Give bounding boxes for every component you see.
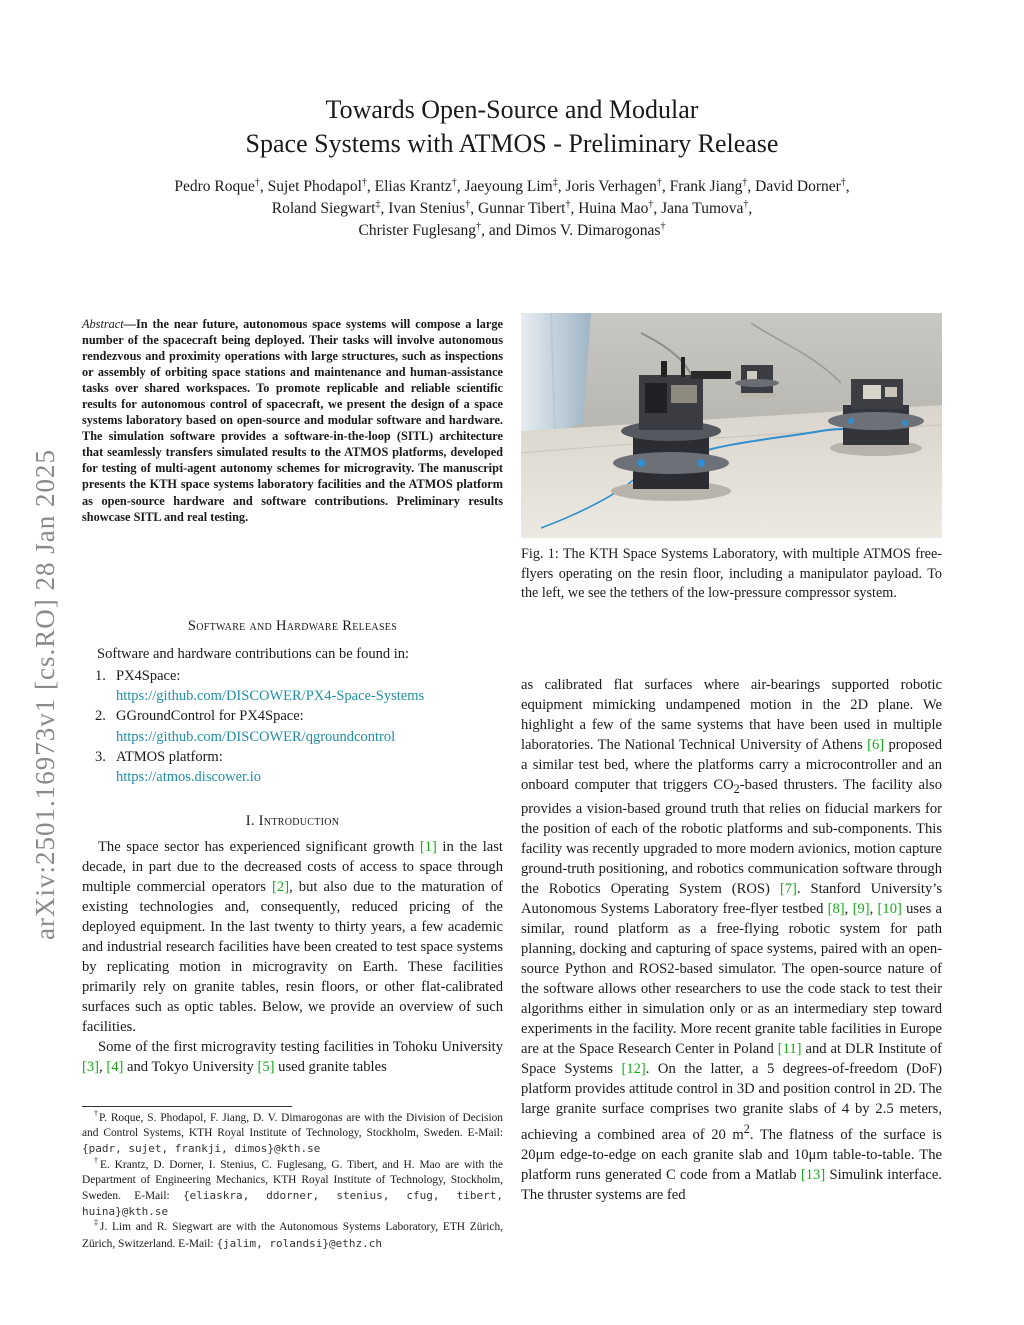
author: Dimos V. Dimarogonas† [515, 220, 666, 239]
releases-intro: Software and hardware contributions can be found in: [97, 646, 410, 662]
footnote-divider [82, 1106, 292, 1107]
citation-link[interactable]: [7] [779, 880, 797, 897]
intro-paragraph-2: Some of the first microgravity testing facilities in Tohoku University [3], [4] and Tokyo University [5] used granite tables [82, 1039, 503, 1075]
author: Elias Krantz†, [374, 176, 465, 195]
author: Jana Tumova†, [661, 198, 753, 217]
citation-link[interactable]: [6] [867, 737, 885, 753]
author: Sujet Phodapol†, [267, 176, 375, 195]
citation-link[interactable]: [8] [827, 900, 845, 917]
author: Christer Fuglesang†, and [358, 220, 516, 239]
footnotes [82, 1111, 503, 1252]
citation-link[interactable]: [10] [877, 900, 902, 917]
release-link-atmos[interactable]: https://atmos.discower.io [116, 769, 261, 786]
author: Frank Jiang†, [669, 176, 756, 195]
release-title: GGroundControl for PX4Space: [116, 708, 304, 725]
footnote: ‡J. Lim and R. Siegwart are with the Autonomous Systems Laboratory, ETH Zürich, Zürich, Switzerland. E-Mail: {jalim, rolandsi}@ethz.ch [82, 1218, 504, 1250]
paper-title [0, 93, 1024, 161]
citation-link[interactable]: [1] [419, 839, 437, 855]
citation-link[interactable]: [3] [82, 1059, 100, 1075]
robot-center [735, 365, 779, 399]
title-line-1: Towards Open-Source and Modular [325, 95, 699, 124]
email: {eliaskra, ddorner, stenius, cfug, tibert, huina}@kth.se [82, 1189, 503, 1219]
title-line-2: Space Systems with ATMOS - Preliminary Release [245, 129, 779, 158]
abstract-text: —In the near future, autonomous space systems will compose a large number of the spacecraft being deployed. Their tasks will involve autonomous rendezvous and proximity operations with large structures, such as inspections or assembly of orbiting space stations and maintenance and human-assistance tasks over shared workspaces. To promote replicable and reliable scientific results for autonomous control of spacecraft, we present the design of a space systems laboratory based on open-source and modular software and hardware. The simulation software provides a software-in-the-loop (SITL) architecture that seamlessly transfers simulated results to the ATMOS platforms, developed for testing of multi-agent autonomy schemes for microgravity. The manuscript presents the KTH space systems laboratory facilities and the ATMOS platform as open-source hardware and software contributions. Preliminary results showcase SITL and real testing. [82, 317, 503, 524]
list-item: 3. ATMOS platform: https://atmos.discower.io [82, 747, 503, 787]
author: Gunnar Tibert†, [478, 198, 579, 217]
arxiv-stamp: arXiv:2501.16973v1 [cs.RO] 28 Jan 2025 [30, 449, 60, 940]
citation-link[interactable]: [13] [800, 1166, 826, 1183]
right-column-body: as calibrated flat surfaces where air-bearings supported robotic equipment mimicking undampened motion in the 2D plane. We highlight a few of the same systems that have been used in multiple laboratories. The National Technical University of Athens [6] proposed a similar test bed, where the platforms carry a microcontroller and an onboard computer that triggers $CO_2$-based thrusters. The facility also provides a vision-based ground truth that relies on fiducial markers for the position of each of the robotic platforms and sub-components. This facility was recently upgraded to more modern avionics, motion capture ground-truth positioning, and robotics communication software through the Robotics Operating System (ROS) [7]. Stanford University’s Autonomous Systems Laboratory free-flyer testbed [8], [9], [10] uses a similar, round platform as a free-flying robotic system for path planning, docking and capturing of space systems, paired with an open-source Python and ROS2-based simulator. The open-source nature of the software allows other researchers to use the code stack to test their algorithms either in simulation only or as an intermediary step toward experiments in the facility. More recent granite table facilities in Europe are at the Space Research Center in Poland [11] and at DLR Institute of Space Systems [12]. On the latter, a 5 degrees-of-freedom (DoF) platform provides attitude control in 3D and position control in 2D. The large granite surface comprises two granite slabs of 4 by 2.5 meters, achieving a combined area of 20 $m^2$. The flatness of the surface is 20μm edge-to-edge on each granite slab and 10μm table-to-table. The platform runs generated C code from a Matlab [13] Simulink interface. The thruster systems are fed [521, 677, 943, 1203]
lab-photo [521, 313, 942, 538]
list-item: 1. PX4Space: https://github.com/DISCOWER/PX4-Space-Systems [82, 666, 503, 706]
author-list [60, 176, 964, 242]
author: Pedro Roque†, [174, 176, 268, 195]
author: Jaeyoung Lim‡, [464, 176, 566, 195]
abstract-label: Abstract [82, 317, 124, 331]
footnote: †P. Roque, S. Phodapol, F. Jiang, D. V. Dimarogonas are with the Division of Decision and Control Systems, KTH Royal Institute of Technology, Stockholm, Sweden. E-Mail: {padr, sujet, frankji, dimos}@kth.se [82, 1109, 504, 1156]
author: Huina Mao†, [578, 198, 662, 217]
footnote: †E. Krantz, D. Dorner, I. Stenius, C. Fuglesang, G. Tibert, and H. Mao are with the Department of Engineering Mechanics, KTH Royal Institute of Technology, Stockholm, Sweden. E-Mail: {eliaskra, ddorner, stenius, cfug, tibert, huina}@kth.se [82, 1155, 503, 1219]
email: {padr, sujet, frankji, dimos}@kth.se [82, 1142, 321, 1156]
author: Roland Siegwart‡, [271, 198, 389, 217]
releases-heading: Software and Hardware Releases [187, 618, 398, 634]
author: David Dorner†, [755, 176, 850, 195]
citation-link[interactable]: [5] [257, 1059, 275, 1075]
citation-link[interactable]: [12] [621, 1060, 646, 1077]
release-link-px4space[interactable]: https://github.com/DISCOWER/PX4-Space-Systems [116, 688, 425, 705]
figure-caption: Fig. 1: The KTH Space Systems Laboratory, with multiple ATMOS free-flyers operating on the resin floor, including a manipulator payload. To the left, we see the tethers of the low-pressure compressor system. [521, 546, 942, 601]
citation-link[interactable]: [2] [272, 879, 290, 895]
author: Ivan Stenius†, [388, 198, 479, 217]
releases-list [82, 666, 503, 787]
list-item: 2. GGroundControl for PX4Space: https://github.com/DISCOWER/qgroundcontrol [82, 706, 503, 746]
introduction-body [82, 837, 503, 1077]
citation-link[interactable]: [4] [106, 1059, 124, 1075]
release-link-qgroundcontrol[interactable]: https://github.com/DISCOWER/qgroundcontrol [116, 728, 396, 745]
citation-link[interactable]: [9] [852, 900, 870, 917]
abstract [82, 316, 503, 525]
email: {jalim, rolandsi}@ethz.ch [216, 1236, 383, 1250]
citation-link[interactable]: [11] [777, 1040, 802, 1057]
release-title: PX4Space: [116, 668, 181, 684]
introduction-heading: I. Introduction [245, 813, 340, 829]
author: Joris Verhagen†, [565, 176, 670, 195]
release-title: ATMOS platform: [116, 748, 223, 765]
intro-paragraph-1: The space sector has experienced significant growth [1] in the last decade, in part due to the decreased costs of access to space through multiple commercial operators [2], but also due to the maturation of existing technologies and, consequently, reduced pricing of the deployed equipment. In the last twenty to thirty years, a few academic and industrial research facilities have been created to test space systems by replicating motion in microgravity on Earth. These facilities primarily rely on granite tables, resin floors, or other flat-calibrated surfaces such as optic tables. Below, we provide an overview of such facilities. [82, 839, 503, 1035]
